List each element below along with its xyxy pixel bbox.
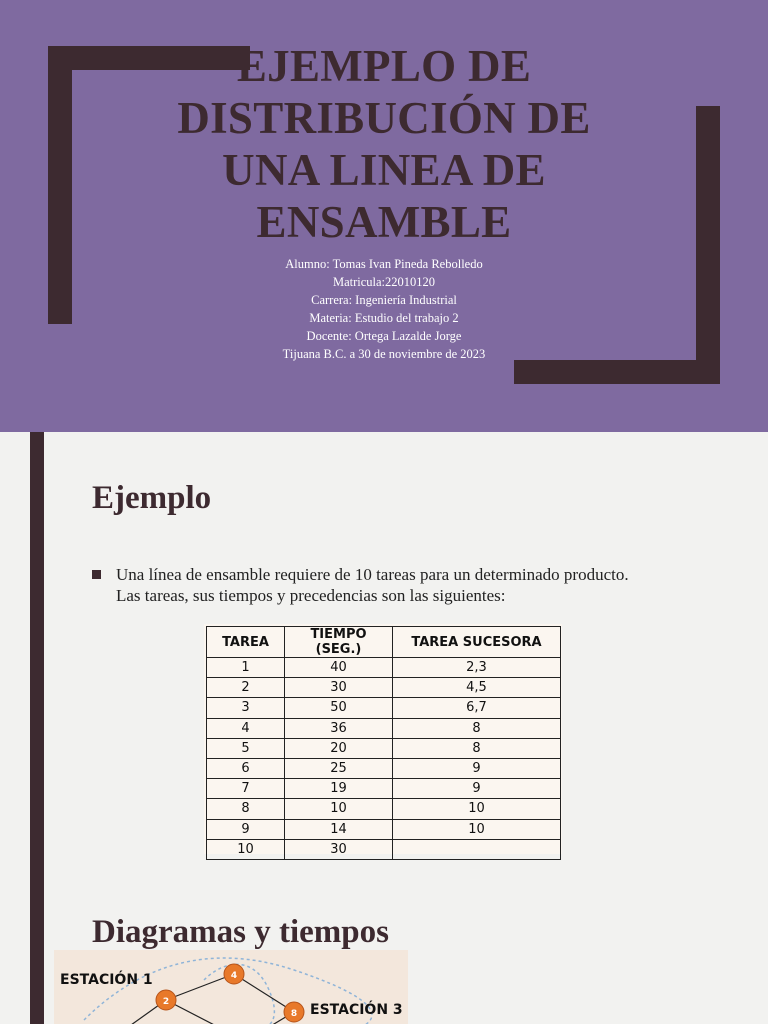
task-node-icon <box>156 990 176 1010</box>
column-header: TIEMPO (SEG.) <box>285 627 393 658</box>
table-cell: 2,3 <box>393 658 561 678</box>
table-row <box>207 758 561 778</box>
table-cell: 36 <box>285 718 393 738</box>
table-cell: 8 <box>393 718 561 738</box>
table-cell: 3 <box>207 698 285 718</box>
table-cell: 7 <box>207 779 285 799</box>
table-row <box>207 839 561 859</box>
task-node-icon <box>224 964 244 984</box>
table-cell: 8 <box>393 738 561 758</box>
table-cell: 9 <box>393 779 561 799</box>
accent-bar <box>30 864 44 1024</box>
table-header-row <box>207 627 561 658</box>
bullet-paragraph <box>92 564 652 606</box>
frame-bracket-bottom-right <box>514 360 720 384</box>
table-cell: 40 <box>285 658 393 678</box>
column-header: TAREA <box>207 627 285 658</box>
table-row <box>207 658 561 678</box>
task-table-image <box>204 624 562 857</box>
table-cell: 20 <box>285 738 393 758</box>
table-cell: 8 <box>207 799 285 819</box>
station-label: ESTACIÓN 1 <box>60 972 153 988</box>
table-cell: 10 <box>393 819 561 839</box>
table-cell: 2 <box>207 678 285 698</box>
table-row <box>207 698 561 718</box>
table-row <box>207 779 561 799</box>
bullet-text: Una línea de ensamble requiere de 10 tareas para un determinado producto. Las tareas, sus tiempos y precedencias son las siguientes: <box>116 565 629 605</box>
square-bullet-icon <box>92 570 101 579</box>
title-line: DISTRIBUCIÓN DE <box>177 93 591 143</box>
table-cell: 6 <box>207 758 285 778</box>
table-cell <box>393 839 561 859</box>
table-cell: 10 <box>207 839 285 859</box>
table-cell: 30 <box>285 839 393 859</box>
slide-heading: Ejemplo <box>92 480 212 516</box>
task-node-icon <box>284 1002 304 1022</box>
station-label: ESTACIÓN 3 <box>310 1002 403 1018</box>
table-row <box>207 819 561 839</box>
title-line: UNA LINEA DE <box>222 145 546 195</box>
task-table <box>206 626 561 860</box>
table-row <box>207 678 561 698</box>
table-cell: 50 <box>285 698 393 718</box>
svg-text:4: 4 <box>230 971 238 981</box>
table-cell: 5 <box>207 738 285 758</box>
table-cell: 19 <box>285 779 393 799</box>
table-cell: 14 <box>285 819 393 839</box>
accent-bar <box>30 432 44 864</box>
title-slide <box>0 0 768 432</box>
example-slide <box>0 432 768 864</box>
student-line: Alumno: Tomas Ivan Pineda Rebolledo <box>285 257 483 271</box>
table-cell: 25 <box>285 758 393 778</box>
table-cell: 4,5 <box>393 678 561 698</box>
subject-line: Materia: Estudio del trabajo 2 <box>309 311 459 325</box>
slide-title <box>130 40 638 248</box>
diagram-slide <box>0 864 768 1024</box>
table-body <box>207 658 561 860</box>
table-row <box>207 738 561 758</box>
table-cell: 10 <box>285 799 393 819</box>
table-cell: 9 <box>393 758 561 778</box>
frame-bracket-right <box>696 106 720 384</box>
author-info <box>184 255 584 363</box>
table-cell: 10 <box>393 799 561 819</box>
title-line: ENSAMBLE <box>256 197 512 247</box>
table-cell: 4 <box>207 718 285 738</box>
date-line: Tijuana B.C. a 30 de noviembre de 2023 <box>282 347 486 361</box>
precedence-diagram <box>54 950 408 1024</box>
svg-text:2: 2 <box>162 997 170 1007</box>
table-cell: 9 <box>207 819 285 839</box>
teacher-line: Docente: Ortega Lazalde Jorge <box>306 329 462 343</box>
table-cell: 30 <box>285 678 393 698</box>
frame-bracket-left <box>48 46 72 324</box>
table-row <box>207 718 561 738</box>
title-line: EJEMPLO DE <box>236 41 532 91</box>
column-header: TAREA SUCESORA <box>393 627 561 658</box>
slide-heading: Diagramas y tiempos <box>92 914 389 950</box>
career-line: Carrera: Ingeniería Industrial <box>311 293 457 307</box>
id-line: Matricula:22010120 <box>332 275 436 289</box>
table-row <box>207 799 561 819</box>
table-cell: 6,7 <box>393 698 561 718</box>
table-cell: 1 <box>207 658 285 678</box>
svg-text:8: 8 <box>290 1009 298 1019</box>
